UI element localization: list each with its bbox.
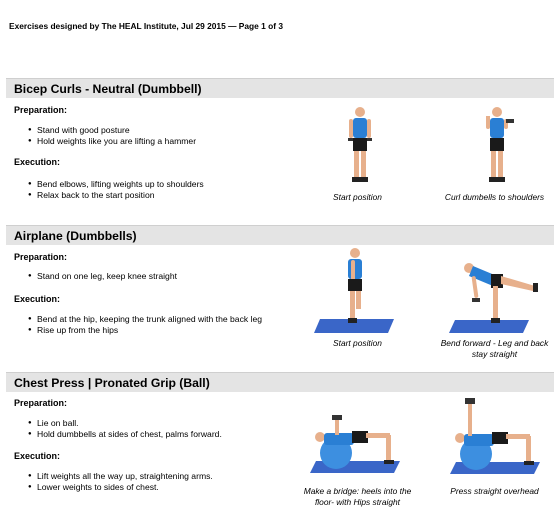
preparation-list xyxy=(28,271,278,282)
image-caption: Press straight overhead xyxy=(450,486,539,496)
list-item: ● Lower weights to sides of chest. xyxy=(28,482,278,493)
list-item: ● Lift weights all the way up, straightening arms. xyxy=(28,471,278,482)
exercise-title: Bicep Curls - Neutral (Dumbbell) xyxy=(6,78,554,98)
list-item: ● Relax back to the start position xyxy=(28,190,278,201)
list-item: ● Stand on one leg, keep knee straight xyxy=(28,271,278,282)
image-caption: Curl dumbells to shoulders xyxy=(444,192,545,202)
image-caption: Bend forward - Leg and back stay straight xyxy=(440,338,549,359)
standing-figure-icon xyxy=(340,105,380,187)
list-item: ● Lie on ball. xyxy=(28,418,278,429)
execution-label: Execution: xyxy=(14,157,61,167)
list-item: ● Hold weights like you are lifting a hammer xyxy=(28,136,278,147)
page-header: Exercises designed by The HEAL Institute, Jul 29 2015 — Page 1 of 3 xyxy=(9,21,283,31)
standing-on-mat-figure-icon xyxy=(312,246,402,334)
preparation-list xyxy=(28,125,278,146)
list-item: ● Stand with good posture xyxy=(28,125,278,136)
preparation-label: Preparation: xyxy=(14,398,68,408)
curl-figure-icon xyxy=(477,105,517,187)
preparation-label: Preparation: xyxy=(14,252,68,262)
list-item: ● Hold dumbbells at sides of chest, palms forward. xyxy=(28,429,278,440)
execution-list xyxy=(28,471,278,492)
execution-label: Execution: xyxy=(14,294,61,304)
image-caption: Start position xyxy=(333,192,382,202)
execution-list xyxy=(28,179,278,200)
exercise-title: Airplane (Dumbbells) xyxy=(6,225,554,245)
exercise-title: Chest Press | Pronated Grip (Ball) xyxy=(6,372,554,392)
image-caption: Start position xyxy=(333,338,382,348)
airplane-figure-icon xyxy=(447,258,543,334)
list-item: ● Bend elbows, lifting weights up to shoulders xyxy=(28,179,278,190)
image-caption: Make a bridge: heels into the floor- with Hips straight xyxy=(303,486,412,507)
execution-list xyxy=(28,314,278,335)
execution-label: Execution: xyxy=(14,451,61,461)
press-overhead-figure-icon xyxy=(446,396,546,478)
list-item: ● Rise up from the hips xyxy=(28,325,278,336)
bridge-on-ball-figure-icon xyxy=(306,415,406,477)
preparation-list xyxy=(28,418,278,439)
list-item: ● Bend at the hip, keeping the trunk aligned with the back leg xyxy=(28,314,278,325)
preparation-label: Preparation: xyxy=(14,105,68,115)
